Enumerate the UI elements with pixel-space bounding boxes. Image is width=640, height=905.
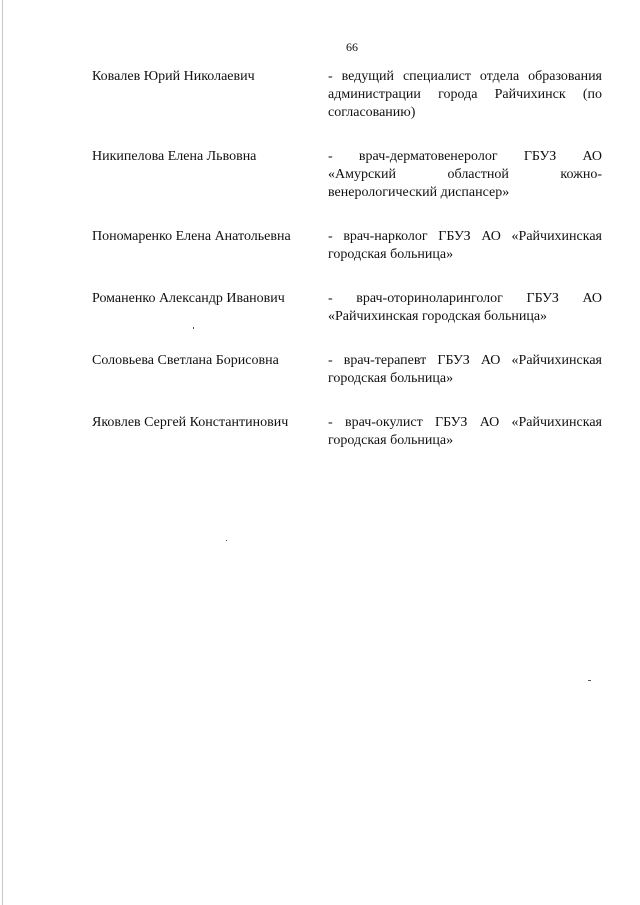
- list-item: [92, 68, 602, 122]
- member-name: Пономаренко Елена Анатольевна: [92, 229, 291, 244]
- member-name: Ковалев Юрий Николаевич: [92, 69, 255, 84]
- member-role: - врач-нарколог ГБУЗ АО «Райчихинская городская больница»: [328, 229, 602, 262]
- scan-margin-line: [2, 0, 3, 905]
- member-name: Романенко Александр Иванович: [92, 291, 285, 306]
- list-item: [92, 148, 602, 202]
- member-list: [92, 68, 602, 476]
- scan-speck: [226, 540, 227, 541]
- member-role: - врач-дерматовенеролог ГБУЗ АО «Амурский областной кожно-венерологический диспансер»: [328, 149, 602, 200]
- member-role: - врач-терапевт ГБУЗ АО «Райчихинская городская больница»: [328, 353, 602, 386]
- page-number: 66: [346, 40, 358, 54]
- member-name: Яковлев Сергей Константинович: [92, 415, 289, 430]
- member-name: Соловьева Светлана Борисовна: [92, 353, 279, 368]
- list-item: [92, 290, 602, 326]
- member-role: - ведущий специалист отдела образования администрации города Райчихинск (по согласованию): [328, 69, 602, 120]
- list-item: [92, 414, 602, 450]
- list-item: [92, 352, 602, 388]
- list-item: [92, 228, 602, 264]
- member-name: Никипелова Елена Львовна: [92, 149, 257, 164]
- scan-speck: [193, 327, 194, 329]
- scan-speck: [588, 680, 591, 681]
- member-role: - врач-окулист ГБУЗ АО «Райчихинская городская больница»: [328, 415, 602, 448]
- member-role: - врач-оториноларинголог ГБУЗ АО «Райчихинская городская больница»: [328, 291, 602, 324]
